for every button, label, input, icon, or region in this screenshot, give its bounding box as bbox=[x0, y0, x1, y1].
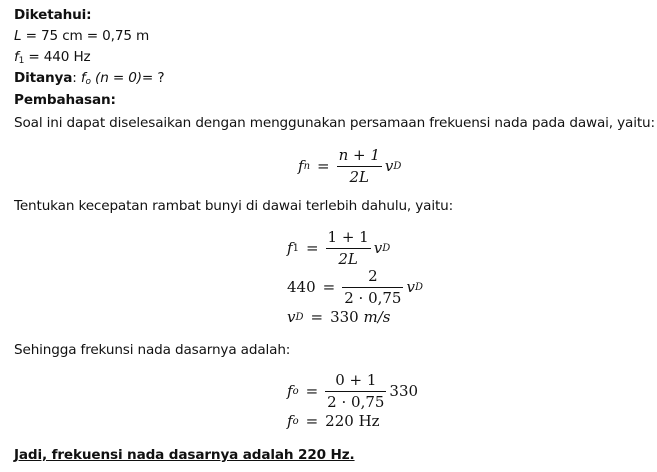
fraction bbox=[337, 147, 382, 186]
eq-lhs: f bbox=[287, 239, 293, 257]
velocity-sub: D bbox=[393, 160, 402, 172]
asked-tail: = ? bbox=[141, 70, 165, 86]
equals-sign: = bbox=[305, 239, 319, 257]
eq-lhs: f bbox=[298, 157, 304, 175]
fraction-bar bbox=[342, 287, 403, 288]
fraction-bar bbox=[325, 391, 386, 392]
equals-sign: = bbox=[310, 308, 324, 326]
velocity-unit: m/s bbox=[363, 308, 391, 326]
discussion-intro: Soal ini dapat diselesaikan dengan menggunakan persamaan frekuensi nada pada dawai, yaitu: bbox=[14, 115, 655, 131]
asked-subscript: o bbox=[85, 77, 91, 87]
numerator: n + 1 bbox=[338, 145, 380, 164]
conclusion: Jadi, frekuensi nada dasarnya adalah 220 Hz. bbox=[14, 447, 355, 463]
asked-condition: (n = 0) bbox=[90, 70, 142, 86]
step1-text: Tentukan kecepatan rambat bunyi di dawai terlebih dahulu, yaitu: bbox=[14, 198, 454, 214]
velocity-value: 330 bbox=[330, 308, 359, 326]
velocity-var: v bbox=[384, 157, 394, 175]
numerator: 1 + 1 bbox=[327, 227, 369, 246]
result-value: 220 Hz bbox=[325, 412, 380, 430]
eq-lhs: 440 bbox=[287, 278, 316, 296]
eq-lhs-sub: n bbox=[303, 160, 311, 172]
eq-lhs-sub: o bbox=[292, 415, 299, 427]
known-heading: Diketahui: bbox=[14, 7, 92, 23]
frequency-subscript: 1 bbox=[18, 56, 25, 66]
equals-sign: = bbox=[322, 278, 336, 296]
asked-colon: : bbox=[72, 70, 81, 86]
equation-1 bbox=[287, 226, 390, 270]
step2-text: Sehingga frekunsi nada dasarnya adalah: bbox=[14, 342, 291, 358]
fraction bbox=[325, 372, 386, 411]
denominator: 2 · 0,75 bbox=[327, 392, 385, 411]
fraction bbox=[326, 229, 371, 268]
fraction-bar bbox=[326, 248, 371, 249]
fraction-bar bbox=[337, 166, 382, 167]
equation-general bbox=[298, 143, 401, 189]
equation-4 bbox=[287, 369, 418, 413]
eq-lhs: f bbox=[287, 412, 293, 430]
denominator: 2L bbox=[349, 167, 369, 186]
numerator: 0 + 1 bbox=[335, 370, 377, 389]
velocity-sub: D bbox=[382, 242, 391, 254]
length-value: = 75 cm = 0,75 m bbox=[21, 28, 150, 44]
equation-5 bbox=[287, 410, 380, 432]
denominator: 2L bbox=[338, 249, 358, 268]
asked-line bbox=[14, 68, 164, 92]
equals-sign: = bbox=[317, 157, 330, 175]
asked-label: Ditanya bbox=[14, 70, 73, 86]
velocity-var: v bbox=[406, 278, 415, 296]
eq-lhs: f bbox=[287, 382, 293, 400]
frequency-value: = 440 Hz bbox=[24, 49, 91, 65]
velocity-sub: D bbox=[414, 281, 423, 293]
denominator: 2 · 0,75 bbox=[344, 288, 402, 307]
known-length bbox=[14, 26, 149, 46]
discussion-heading: Pembahasan: bbox=[14, 92, 116, 108]
fraction bbox=[342, 268, 403, 307]
equation-3 bbox=[287, 306, 391, 328]
numerator: 2 bbox=[368, 266, 378, 285]
velocity-var: v bbox=[373, 239, 383, 257]
eq-lhs-sub: 1 bbox=[292, 242, 299, 254]
eq-lhs: v bbox=[287, 308, 296, 326]
length-variable: L bbox=[14, 28, 22, 44]
equals-sign: = bbox=[305, 412, 319, 430]
velocity-value: 330 bbox=[389, 382, 419, 400]
asked-variable: f bbox=[80, 70, 86, 86]
frequency-variable: f bbox=[14, 49, 19, 65]
eq-lhs-sub: D bbox=[295, 311, 304, 323]
eq-lhs-sub: o bbox=[292, 385, 299, 397]
equation-2 bbox=[287, 265, 423, 309]
equals-sign: = bbox=[305, 382, 319, 400]
